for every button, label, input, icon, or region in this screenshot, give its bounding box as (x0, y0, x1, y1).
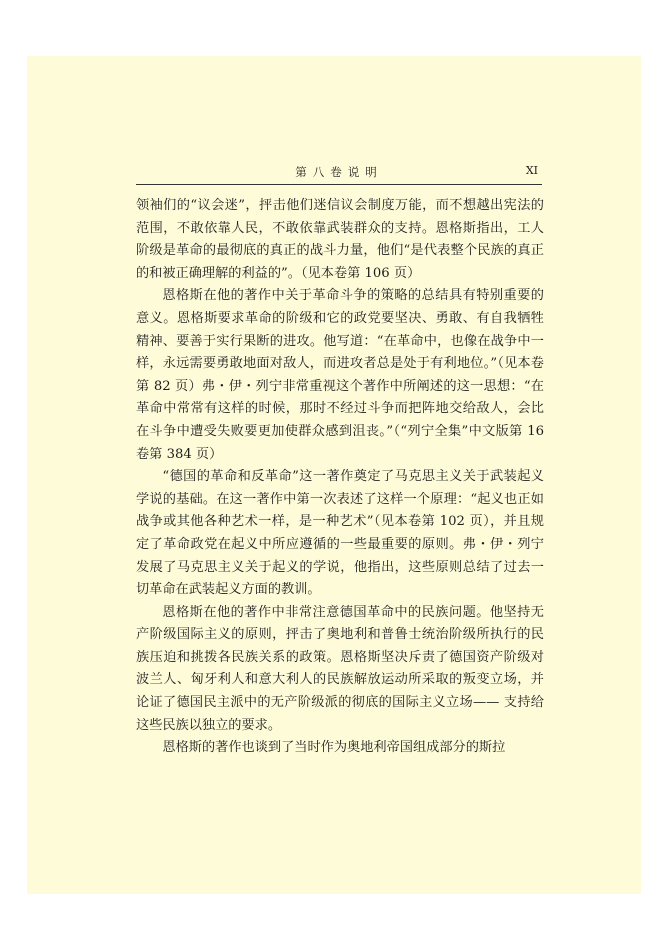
running-header (136, 162, 542, 185)
paragraph: 恩格斯在他的著作中非常注意德国革命中的民族问题。他坚持无产阶级国际主义的原则，抨击了奥地利和普鲁士统治阶级所执行的民族压迫和挑拨各民族关系的政策。恩格斯坚决斥责了德国资产阶级对波兰人、匈牙利人和意大利人的民族解放运动所采取的叛变立场，并论证了德国民主派中的无产阶级派的彻底的国际主义立场—— 支持给这些民族以独立的要求。 (136, 604, 544, 733)
header-title: 第八卷说明 (295, 165, 383, 179)
paragraph: “德国的革命和反革命”这一著作奠定了马克思主义关于武装起义学说的基础。在这一著作中第一次表述了这样一个原理：“起义也正如战争或其他各种艺术一样，是一种艺术”（见本卷第 102 页），并且规定了革命政党在起义中所应遵循的一些最重要的原则。弗・伊・列宁发展了马克思主义关于起义的学说，他指出，这些原则总结了过去一切革命在武装起义方面的教训。 (136, 469, 544, 598)
body-text (136, 195, 544, 760)
paragraph: 恩格斯的著作也谈到了当时作为奥地利帝国组成部分的斯拉 (162, 740, 506, 756)
paragraph: 领袖们的“议会迷”，抨击他们迷信议会制度万能，而不想越出宪法的范围，不敢依靠人民，不敢依靠武装群众的支持。恩格斯指出，工人阶级是革命的最彻底的真正的战斗力量，他们“是代表整个民族的真正的和被正确理解的利益的”。（见本卷第 106 页） (136, 198, 544, 281)
paragraph: 恩格斯在他的著作中关于革命斗争的策略的总结具有特别重要的意义。恩格斯要求革命的阶级和它的政党要坚决、勇敢、有自我牺牲精神、要善于实行果断的进攻。他写道：“在革命中，也像在战争中一样，永远需要勇敢地面对敌人，而进攻者总是处于有利地位。”（见本卷第 82 页）弗・伊・列宁非常重视这个著作中所阐述的这一思想：“在革命中常常有这样的时候，那时不经过斗争而把阵地交给敌人，会比在斗争中遭受失败要更加使群众感到沮丧。”（“列宁全集”中文版第 16 卷第 384 页） (136, 288, 544, 462)
page-number: XI (525, 164, 538, 177)
